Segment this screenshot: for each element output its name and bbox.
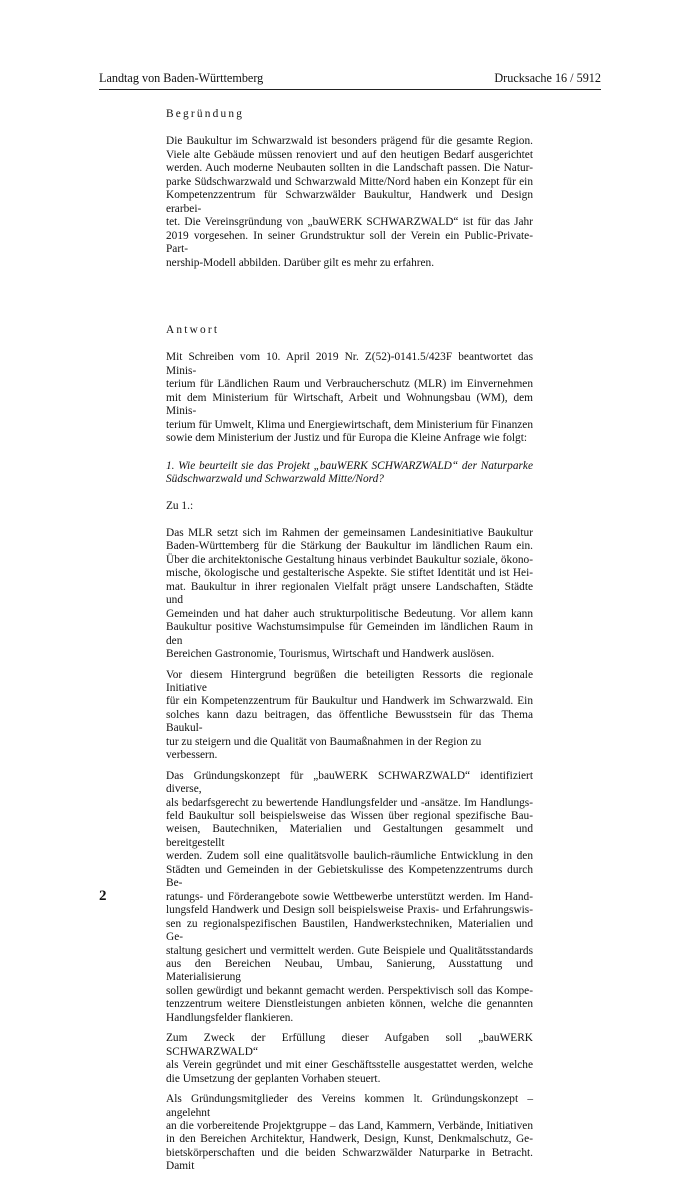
answer-label: Zu 1.:	[166, 499, 194, 512]
text-line: tet. Die Vereinsgründung von „bauWERK SCHWARZWALD“ ist für das Jahr	[166, 216, 533, 229]
text-line: werden. Auch moderne Neubauten sollten in die Landschaft passen. Die Natur-	[166, 162, 533, 175]
text-line: ratungs- und Förderangebote sowie Wettbewerbe unterstützt werden. Im Hand-	[166, 890, 533, 903]
text-line: als bedarfsgerecht zu bewertende Handlungsfelder und -ansätze. Im Handlungs-	[166, 796, 533, 809]
answer-paragraph	[166, 527, 533, 662]
text-line: parke Südschwarzwald und Schwarzwald Mitte/Nord haben ein Konzept für ein	[166, 175, 533, 188]
question-line: Südschwarzwald und Schwarzwald Mitte/Nord?	[166, 473, 384, 486]
text-line: mische, ökologische und gestalterische Aspekte. Sie stiftet Identität und ist Hei-	[166, 567, 533, 580]
text-line: Viele alte Gebäude müssen renoviert und auf den heutigen Bedarf ausgerichtet	[166, 148, 533, 161]
question-1	[166, 460, 533, 487]
text-line: Die Baukultur im Schwarzwald ist besonders prägend für die gesamte Region.	[166, 135, 533, 148]
text-line: Baukultur positive Wachstumsimpulse für Gemeinden im ländlichen Raum in den	[166, 621, 533, 647]
text-line: feld Baukultur soll beispielsweise das Wissen über regional spezifische Bau-	[166, 810, 533, 823]
answer-paragraph	[166, 770, 533, 1026]
question-line: 1. Wie beurteilt sie das Projekt „bauWERK SCHWARZWALD“ der Naturparke	[166, 459, 533, 472]
text-line: Kompetenzzentrum für Schwarzwälder Baukultur, Handwerk und Design erarbei-	[166, 189, 533, 215]
text-line: solches kann dazu beitragen, das öffentliche Bewusstsein für das Thema Baukul-	[166, 708, 533, 735]
text-line: bietskörperschaften und die beiden Schwarzwälder Naturparke in Betracht. Damit	[166, 1146, 533, 1173]
begruendung-text	[166, 135, 533, 270]
text-line: Über die architektonische Gestaltung hinaus verbindet Baukultur soziale, ökono-	[166, 553, 533, 566]
document-body	[166, 108, 533, 1181]
running-header	[99, 70, 601, 90]
text-line: Bereichen Gastronomie, Tourismus, Wirtschaft und Handwerk auslösen.	[166, 648, 495, 661]
begruendung-heading: Begründung	[166, 108, 245, 120]
text-line: Vor diesem Hintergrund begrüßen die beteiligten Ressorts die regionale Initiative	[166, 668, 533, 694]
text-line: Das MLR setzt sich im Rahmen der gemeinsamen Landesinitiative Baukultur	[166, 526, 533, 539]
text-line: terium für Umwelt, Klima und Energiewirtschaft, dem Ministerium für Finanzen	[166, 418, 533, 431]
text-line: an die vorbereitende Projektgruppe – das Land, Kammern, Verbände, Initiativen	[166, 1120, 533, 1132]
text-line: sen zu regionalspezifischen Baustilen, Handwerkstechniken, Materialien und Ge-	[166, 917, 533, 944]
text-line: Baden-Württemberg für die Stärkung der Baukultur im ländlichen Raum ein.	[166, 540, 533, 553]
answer-paragraph	[166, 669, 533, 763]
text-line: die Umsetzung der geplanten Vorhaben steuert.	[166, 1072, 381, 1085]
text-line: staltung gesichert und vermittelt werden. Gute Beispiele und Qualitätsstandards	[166, 944, 533, 957]
text-line: Zum Zweck der Erfüllung dieser Aufgaben soll „bauWERK SCHWARZWALD“	[166, 1032, 533, 1058]
text-line: in den Bereichen Architektur, Handwerk, Design, Kunst, Denkmalschutz, Ge-	[166, 1133, 533, 1146]
text-line: lungsfeld Handwerk und Design soll beispielsweise Praxis- und Erfahrungswis-	[166, 904, 533, 917]
antwort-heading: Antwort	[166, 323, 220, 336]
text-line: Städten und Gemeinden in der Gebietskulisse des Kompetenzzentrums durch Be-	[166, 863, 533, 890]
text-line: Gemeinden und hat daher auch strukturpolitische Bedeutung. Vor allem kann	[166, 607, 533, 620]
text-line: als Verein gegründet und mit einer Geschäftsstelle ausgestattet werden, welche	[166, 1059, 533, 1072]
header-document-number: Drucksache 16 / 5912	[494, 71, 601, 85]
text-line: werden. Zudem soll eine qualitätsvolle baulich-räumliche Entwicklung in den	[166, 850, 533, 863]
text-line: aus den Bereichen Neubau, Umbau, Sanierung, Ausstattung und Materialisierung	[166, 958, 533, 984]
text-line: mit dem Ministerium für Wirtschaft, Arbeit und Wohnungsbau (WM), dem Minis-	[166, 391, 533, 418]
text-line: Handlungsfelder flankieren.	[166, 1011, 294, 1024]
text-line: 2019 vorgesehen. In seiner Grundstruktur soll der Verein ein Public-Private-Part-	[166, 229, 533, 256]
answer-paragraphs	[166, 527, 533, 1174]
text-line: für ein Kompetenzzentrum für Baukultur und Handwerk im Schwarzwald. Ein	[166, 695, 533, 708]
text-line: Mit Schreiben vom 10. April 2019 Nr. Z(52)-0141.5/423F beantwortet das Minis-	[166, 351, 533, 377]
text-line: mat. Baukultur in ihrer regionalen Vielfalt prägt unsere Landschaften, Städte und	[166, 580, 533, 607]
text-line: Als Gründungsmitglieder des Vereins kommen lt. Gründungskonzept – angelehnt	[166, 1093, 533, 1119]
text-line: weisen, Bautechniken, Materialien und Gestaltungen gesammelt und bereitgestellt	[166, 823, 533, 849]
text-line: sollen gewürdigt und bekannt gemacht werden. Perspektivisch soll das Kompe-	[166, 984, 533, 997]
text-line: terium für Ländlichen Raum und Verbraucherschutz (MLR) im Einvernehmen	[166, 378, 533, 391]
text-line: tur zu steigern und die Qualität von Baumaßnahmen in der Region zu verbessern.	[166, 735, 482, 762]
text-line: tenzzentrum weitere Dienstleistungen anbieten können, welche die genannten	[166, 998, 533, 1011]
header-title: Landtag von Baden-Württemberg	[99, 71, 264, 85]
answer-paragraph	[166, 1093, 533, 1174]
page-number: 2	[99, 888, 107, 904]
answer-paragraph	[166, 1032, 533, 1086]
text-line: sowie dem Ministerium der Justiz und für Europa die Kleine Anfrage wie folgt:	[166, 432, 528, 445]
antwort-intro	[166, 351, 533, 445]
text-line: Das Gründungskonzept für „bauWERK SCHWARZWALD“ identifiziert diverse,	[166, 769, 533, 796]
text-line: nership-Modell abbilden. Darüber gilt es mehr zu erfahren.	[166, 256, 435, 269]
